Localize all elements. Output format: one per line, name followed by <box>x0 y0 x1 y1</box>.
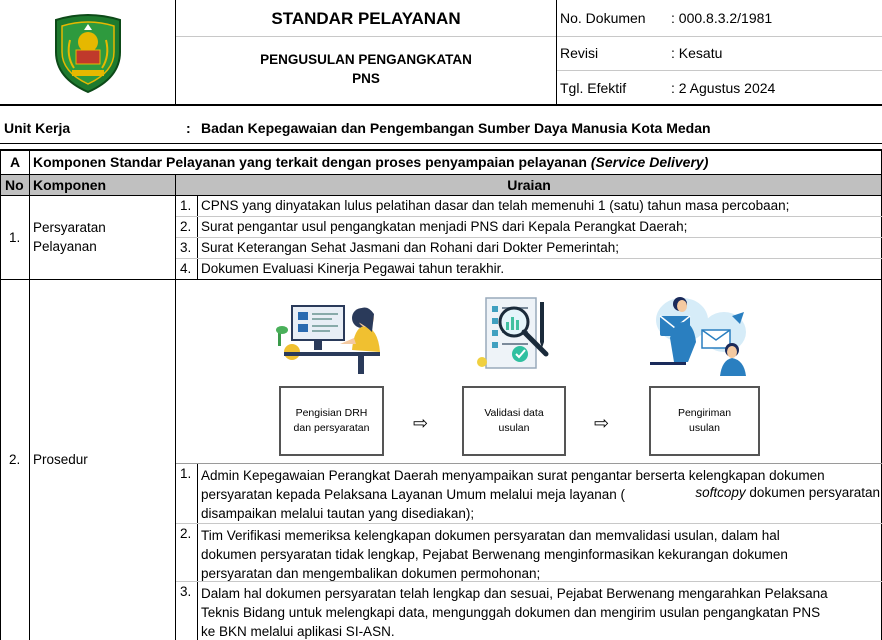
divider <box>176 463 882 464</box>
effective-date-label: Tgl. Efektif <box>560 80 627 96</box>
list-item-number: 3. <box>180 240 192 255</box>
procedure-line: Dalam hal dokumen persyaratan telah lengkap dan sesuai, Pejabat Berwenang mengarahkan Pelaksana <box>201 586 828 601</box>
row-component: Prosedur <box>33 452 88 467</box>
procedure-line: Tim Verifikasi memeriksa kelengkapan dokumen persyaratan dan memvalidasi usulan, dalam hal <box>201 528 780 543</box>
list-item-number: 1. <box>180 466 192 481</box>
section-letter: A <box>10 154 21 170</box>
divider <box>0 104 882 106</box>
divider <box>176 258 882 259</box>
step-label-line1: Pengisian DRH <box>295 407 368 419</box>
step-box <box>649 386 760 456</box>
list-item-number: 2. <box>180 526 192 541</box>
divider <box>176 237 882 238</box>
softcopy-italic: softcopy <box>695 485 746 500</box>
divider <box>557 36 882 37</box>
divider <box>0 143 882 144</box>
column-no: No <box>5 177 24 193</box>
list-item: Surat pengantar usul pengangkatan menjadi PNS dari Kepala Perangkat Daerah; <box>201 219 688 234</box>
divider <box>0 149 1 640</box>
divider <box>175 0 176 104</box>
list-item-number: 3. <box>180 584 192 599</box>
section-title-italic: (Service Delivery) <box>590 154 709 170</box>
person-computer-illustration <box>274 292 390 376</box>
doc-number-label: No. Dokumen <box>560 10 646 26</box>
divider <box>556 0 557 104</box>
document-title: STANDAR PELAYANAN <box>271 9 461 28</box>
divider <box>176 581 882 582</box>
revision-label: Revisi <box>560 45 599 61</box>
procedure-line-part: dokumen persyaratan <box>745 485 880 500</box>
revision-value: : Kesatu <box>671 45 723 61</box>
step-box <box>462 386 566 456</box>
procedure-line-continuation <box>201 485 880 500</box>
list-item-number: 2. <box>180 219 192 234</box>
procedure-line: dokumen persyaratan tidak lengkap, Pejabat Berwenang menginformasikan kekurangan dokumen <box>201 547 788 562</box>
list-item: CPNS yang dinyatakan lulus pelatihan dasar dan telah memenuhi 1 (satu) tahun masa percobaan; <box>201 198 790 213</box>
row-number: 2. <box>9 452 21 467</box>
divider <box>176 523 882 524</box>
doc-number-value: : 000.8.3.2/1981 <box>671 10 773 26</box>
procedure-line: Admin Kepegawaian Perangkat Daerah menyampaikan surat pengantar berserta kelengkapan dokumen <box>201 468 825 483</box>
row-number: 1. <box>9 230 21 245</box>
validation-magnifier-illustration <box>470 292 558 376</box>
effective-date-value: : 2 Agustus 2024 <box>671 80 776 96</box>
divider <box>0 195 882 196</box>
divider <box>175 175 176 640</box>
unit-label: Unit Kerja <box>4 120 71 136</box>
column-uraian: Uraian <box>507 177 551 193</box>
step-label-line1: Validasi data <box>484 407 544 419</box>
unit-name: Badan Kepegawaian dan Pengembangan Sumber Daya Manusia Kota Medan <box>201 120 711 136</box>
section-title-text: Komponen Standar Pelayanan yang terkait dengan proses penyampaian pelayanan <box>33 154 587 170</box>
procedure-line: Teknis Bidang untuk melengkapi data, mengunggah dokumen dan mengirim usulan pengangkatan PNS <box>201 605 821 620</box>
row-component-line1: Persyaratan <box>33 220 106 235</box>
divider <box>176 216 882 217</box>
divider <box>29 149 30 640</box>
right-arrow-icon: ⇨ <box>413 413 429 433</box>
step-label-line1: Pengiriman <box>677 407 732 419</box>
step-label-line2: dan persyaratan <box>293 422 370 434</box>
divider <box>176 36 556 37</box>
procedure-line: disampaikan melalui tautan yang disediakan); <box>201 506 475 521</box>
service-name-line1: PENGUSULAN PENGANGKATAN <box>260 52 472 67</box>
divider <box>0 149 882 151</box>
list-item: Dokumen Evaluasi Kinerja Pegawai tahun terakhir. <box>201 261 505 276</box>
procedure-step-2 <box>201 526 880 583</box>
unit-colon: : <box>186 120 191 136</box>
list-item-number: 4. <box>180 261 192 276</box>
procedure-line: ke BKN melalui aplikasi SI-ASN. <box>201 624 395 639</box>
list-item-number: 1. <box>180 198 192 213</box>
procedure-line-part: persyaratan kepada Pelaksana Layanan Umum melalui meja layanan ( <box>201 487 625 502</box>
row-component-line2: Pelayanan <box>33 239 97 254</box>
section-title <box>33 154 708 170</box>
divider <box>0 279 882 280</box>
procedure-line: persyaratan dan mengembalikan dokumen permohonan; <box>201 566 541 581</box>
list-item: Surat Keterangan Sehat Jasmani dan Rohani dari Dokter Pemerintah; <box>201 240 619 255</box>
service-name-line2: PNS <box>352 71 380 86</box>
column-komponen: Komponen <box>33 177 107 193</box>
right-arrow-icon: ⇨ <box>594 413 610 433</box>
city-emblem-logo <box>50 12 126 94</box>
step-label-line2: usulan <box>689 422 720 434</box>
step-box <box>279 386 384 456</box>
sending-illustration <box>644 292 756 376</box>
divider <box>557 70 882 71</box>
procedure-step-3 <box>201 584 880 640</box>
divider <box>197 463 198 640</box>
step-label-line2: usulan <box>498 422 530 434</box>
